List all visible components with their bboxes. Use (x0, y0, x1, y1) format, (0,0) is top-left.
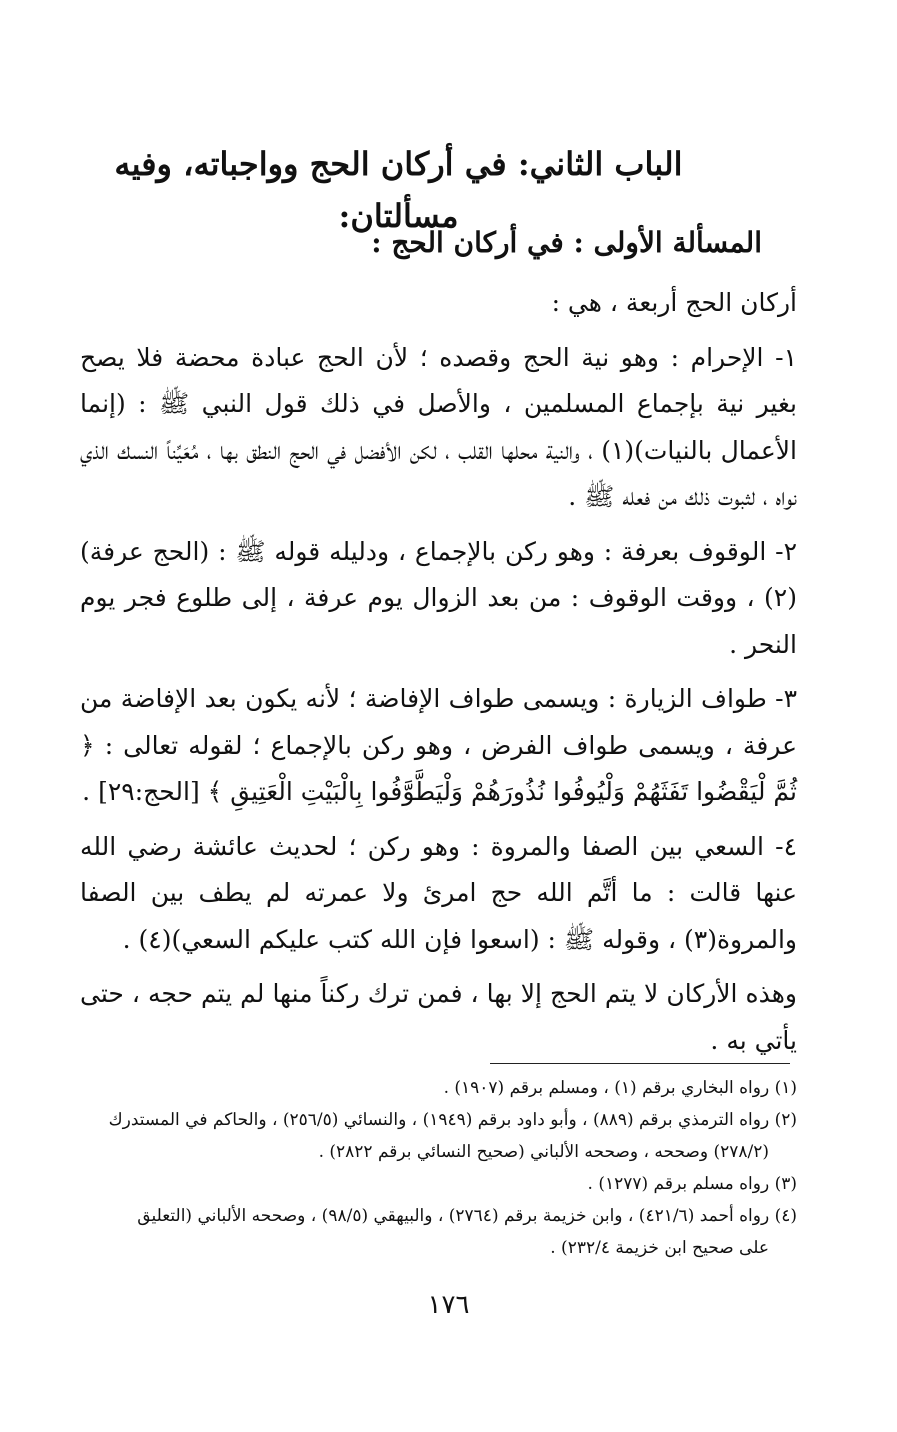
paragraph-conclusion: وهذه الأركان لا يتم الحج إلا بها ، فمن ترك ركناً منها لم يتم حجه ، حتى يأتي به . (80, 979, 797, 1055)
footnote-4-continued: على صحيح ابن خزيمة ٢٣٢/٤) . (550, 1238, 769, 1258)
intro-line: أركان الحج أربعة ، هي : (551, 288, 797, 317)
footnote-4: (٤) رواه أحمد (٤٢١/٦) ، وابن خزيمة برقم (٢٧٦٤) ، والبيهقي (٩٨/٥) ، وصححه الألباني (التعليق (137, 1206, 797, 1226)
paragraph-arafah: ٢- الوقوف بعرفة : وهو ركن بالإجماع ، ودليله قوله ﷺ : (الحج عرفة)(٢) ، ووقت الوقوف : من بعد الزوال يوم عرفة ، إلى طلوع فجر يوم النحر . (80, 536, 797, 659)
quran-reference: [الحج:٢٩] . (82, 777, 200, 806)
footnote-divider (490, 1063, 790, 1064)
footnote-1: (١) رواه البخاري برقم (١) ، ومسلم برقم (١٩٠٧) . (443, 1078, 797, 1098)
body-text (80, 280, 797, 1072)
paragraph-ihram: ١- الإحرام : وهو نية الحج وقصده ؛ لأن الحج عبادة محضة فلا يصح بغير نية بإجماع المسلمين ، والأصل في ذلك قول النبي ﷺ : (إنما الأعمال بالنيات)(١) ، والنية محلها القلب ، لكن الأفضل في الحج النطق بها ، مُعَيِّناً النسك الذي نواه ، لثبوت ذلك من فعله ﷺ . (80, 342, 798, 511)
paragraph-tawaf (80, 676, 797, 816)
footnote-2: (٢) رواه الترمذي برقم (٨٨٩) ، وأبو داود برقم (١٩٤٩) ، والنسائي (٢٥٦/٥) ، والحاكم في المستدرك (108, 1110, 797, 1130)
footnotes (80, 1072, 797, 1264)
paragraph-sai: ٤- السعي بين الصفا والمروة : وهو ركن ؛ لحديث عائشة رضي الله عنها قالت : ما أتَّم الله حج امرئ ولا عمرته لم يطف بين الصفا والمروة(٣) ، وقوله ﷺ : (اسعوا فإن الله كتب عليكم السعي)(٤) . (80, 831, 797, 954)
page-number: ١٧٦ (427, 1290, 470, 1320)
paragraph-tawaf-text: ٣- طواف الزيارة : ويسمى طواف الإفاضة ؛ لأنه يكون بعد الإفاضة من عرفة ، ويسمى طواف الفرض ، وهو ركن بالإجماع ؛ لقوله تعالى : (80, 684, 797, 760)
quran-verse: ﴿ ثُمَّ لْيَقْضُوا تَفَثَهُمْ وَلْيُوفُوا نُذُورَهُمْ وَلْيَطَّوَّفُوا بِالْبَيْتِ الْعَتِيقِ ﴾ (80, 730, 797, 806)
footnote-2-continued: (٢٧٨/٢) وصححه ، وصححه الألباني (صحيح النسائي برقم ٢٨٢٢) . (318, 1142, 769, 1162)
chapter-title: الباب الثاني: في أركان الحج وواجباته، وفيه مسألتان: (114, 145, 683, 235)
section-heading: المسألة الأولى : في أركان الحج : (371, 226, 762, 259)
footnote-3: (٣) رواه مسلم برقم (١٢٧٧) . (587, 1174, 797, 1194)
